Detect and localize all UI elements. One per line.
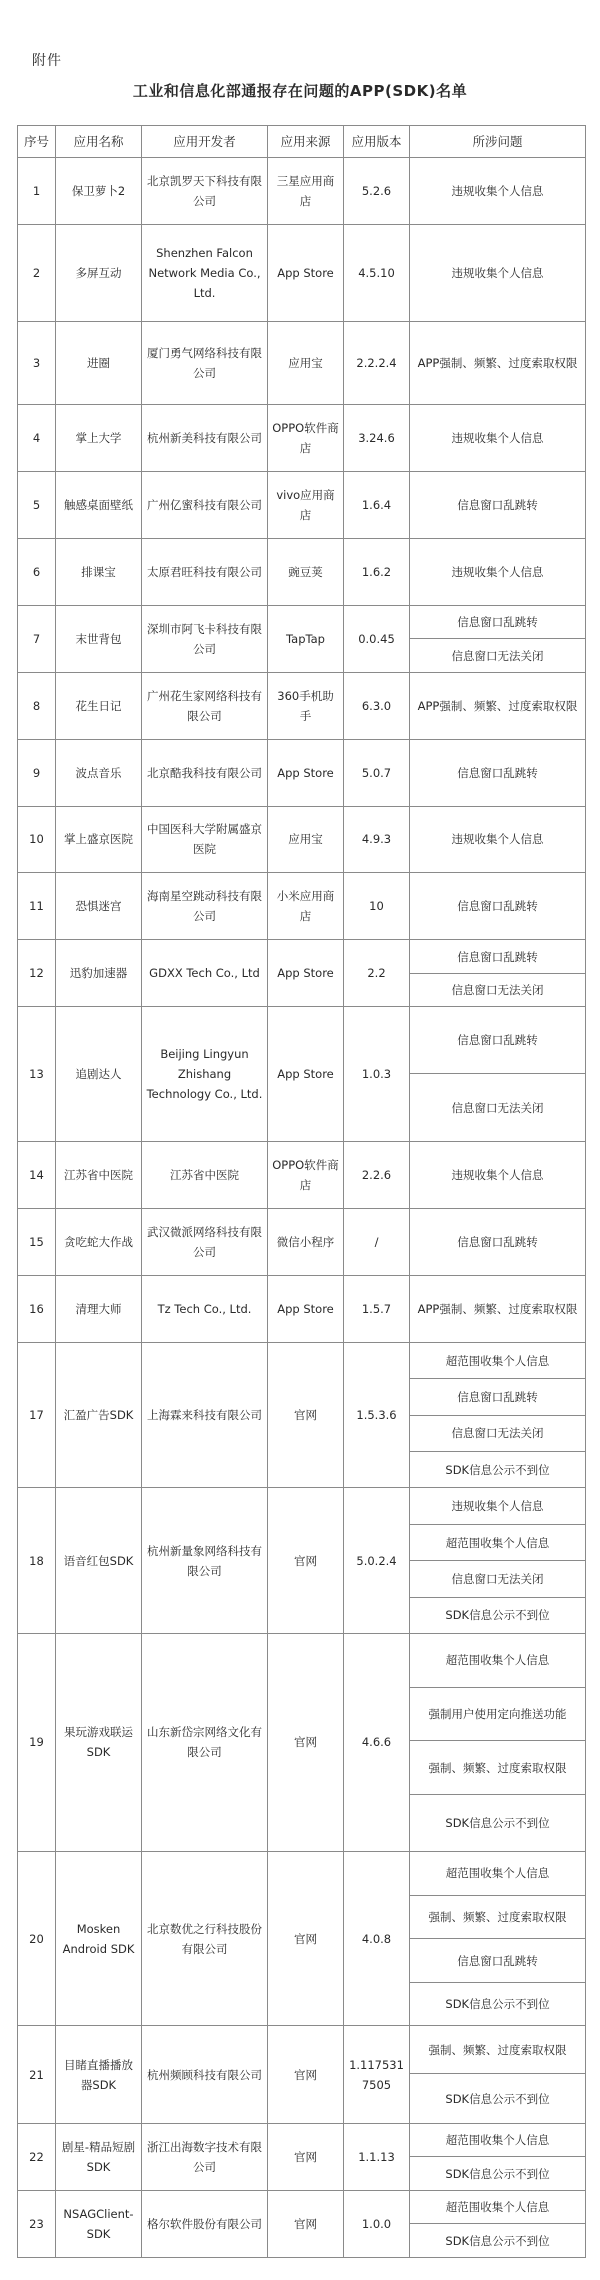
cell-source: 官网	[268, 2190, 344, 2257]
cell-source: 三星应用商店	[268, 158, 344, 225]
cell-issue: 信息窗口无法关闭	[410, 1415, 586, 1451]
cell-developer: 中国医科大学附属盛京医院	[142, 806, 268, 873]
cell-issue: 信息窗口无法关闭	[410, 1561, 586, 1597]
cell-version: 2.2.2.4	[344, 322, 410, 405]
cell-issue: SDK信息公示不到位	[410, 1452, 586, 1488]
table-row	[18, 1343, 586, 1379]
cell-source: 官网	[268, 1851, 344, 2026]
cell-issue: 超范围收集个人信息	[410, 2123, 586, 2156]
cell-source: vivo应用商店	[268, 472, 344, 539]
cell-developer: 太原君旺科技有限公司	[142, 539, 268, 606]
cell-developer: 杭州新美科技有限公司	[142, 405, 268, 472]
cell-version: 4.0.8	[344, 1851, 410, 2026]
cell-issue: 信息窗口乱跳转	[410, 472, 586, 539]
cell-number: 15	[18, 1209, 56, 1276]
cell-number: 11	[18, 873, 56, 940]
cell-app-name: 贪吃蛇大作战	[56, 1209, 142, 1276]
cell-version: 2.2.6	[344, 1142, 410, 1209]
cell-app-name: 掌上大学	[56, 405, 142, 472]
table-body	[18, 158, 586, 2258]
cell-issue: 超范围收集个人信息	[410, 1343, 586, 1379]
cell-issue: APP强制、频繁、过度索取权限	[410, 322, 586, 405]
cell-version: 10	[344, 873, 410, 940]
cell-source: 官网	[268, 2123, 344, 2190]
cell-developer: 北京酷我科技有限公司	[142, 739, 268, 806]
cell-issue: 信息窗口乱跳转	[410, 873, 586, 940]
cell-number: 7	[18, 605, 56, 672]
cell-number: 13	[18, 1007, 56, 1142]
cell-version: 1.5.7	[344, 1276, 410, 1343]
cell-version: 1.0.3	[344, 1007, 410, 1142]
table-row	[18, 472, 586, 539]
cell-issue: SDK信息公示不到位	[410, 2074, 586, 2123]
cell-version: 4.9.3	[344, 806, 410, 873]
cell-issue: 信息窗口无法关闭	[410, 639, 586, 672]
cell-number: 16	[18, 1276, 56, 1343]
cell-developer: GDXX Tech Co., Ltd	[142, 940, 268, 1007]
cell-app-name: 花生日记	[56, 672, 142, 739]
cell-developer: 深圳市阿飞卡科技有限公司	[142, 605, 268, 672]
cell-issue: 违规收集个人信息	[410, 224, 586, 321]
cell-developer: Shenzhen Falcon Network Media Co., Ltd.	[142, 224, 268, 321]
cell-issue: 违规收集个人信息	[410, 806, 586, 873]
cell-developer: 格尔软件股份有限公司	[142, 2190, 268, 2257]
cell-version: 1.0.0	[344, 2190, 410, 2257]
table-row	[18, 224, 586, 321]
cell-app-name: 汇盈广告SDK	[56, 1343, 142, 1488]
cell-source: 豌豆荚	[268, 539, 344, 606]
cell-number: 17	[18, 1343, 56, 1488]
header-number: 序号	[18, 126, 56, 158]
cell-developer: 北京数优之行科技股份有限公司	[142, 1851, 268, 2026]
cell-issue: 信息窗口无法关闭	[410, 973, 586, 1006]
cell-source: TapTap	[268, 605, 344, 672]
cell-number: 10	[18, 806, 56, 873]
cell-developer: 浙江出海数字技术有限公司	[142, 2123, 268, 2190]
cell-source: App Store	[268, 224, 344, 321]
cell-source: 微信小程序	[268, 1209, 344, 1276]
cell-number: 18	[18, 1488, 56, 1633]
cell-number: 3	[18, 322, 56, 405]
table-row	[18, 806, 586, 873]
cell-app-name: 江苏省中医院	[56, 1142, 142, 1209]
cell-developer: 上海霖来科技有限公司	[142, 1343, 268, 1488]
cell-app-name: 掌上盛京医院	[56, 806, 142, 873]
cell-issue: 强制用户使用定向推送功能	[410, 1687, 586, 1741]
cell-issue: 信息窗口乱跳转	[410, 1939, 586, 1983]
cell-source: App Store	[268, 1007, 344, 1142]
header-issues: 所涉问题	[410, 126, 586, 158]
cell-source: OPPO软件商店	[268, 1142, 344, 1209]
cell-developer: 厦门勇气网络科技有限公司	[142, 322, 268, 405]
cell-issue: 超范围收集个人信息	[410, 1524, 586, 1560]
table-row	[18, 672, 586, 739]
cell-app-name: 果玩游戏联运SDK	[56, 1633, 142, 1851]
cell-source: App Store	[268, 1276, 344, 1343]
cell-developer: 广州亿蜜科技有限公司	[142, 472, 268, 539]
header-source: 应用来源	[268, 126, 344, 158]
cell-version: 5.0.2.4	[344, 1488, 410, 1633]
cell-source: 官网	[268, 2026, 344, 2123]
cell-issue: 违规收集个人信息	[410, 158, 586, 225]
cell-app-name: 保卫萝卜2	[56, 158, 142, 225]
cell-app-name: Mosken Android SDK	[56, 1851, 142, 2026]
cell-issue: SDK信息公示不到位	[410, 1982, 586, 2026]
cell-app-name: 追剧达人	[56, 1007, 142, 1142]
cell-issue: SDK信息公示不到位	[410, 2224, 586, 2258]
cell-source: 小米应用商店	[268, 873, 344, 940]
cell-issue: 信息窗口无法关闭	[410, 1074, 586, 1142]
cell-source: App Store	[268, 739, 344, 806]
cell-issue: APP强制、频繁、过度索取权限	[410, 672, 586, 739]
cell-issue: 强制、频繁、过度索取权限	[410, 1741, 586, 1795]
cell-source: OPPO软件商店	[268, 405, 344, 472]
table-row	[18, 405, 586, 472]
table-row	[18, 1142, 586, 1209]
cell-issue: 违规收集个人信息	[410, 1142, 586, 1209]
cell-issue: 信息窗口乱跳转	[410, 940, 586, 973]
cell-number: 14	[18, 1142, 56, 1209]
attachment-label: 附件	[32, 53, 62, 69]
cell-number: 5	[18, 472, 56, 539]
cell-app-name: 多屏互动	[56, 224, 142, 321]
cell-app-name: 排课宝	[56, 539, 142, 606]
cell-version: 1.1.13	[344, 2123, 410, 2190]
cell-issue: 违规收集个人信息	[410, 1488, 586, 1524]
table-row	[18, 940, 586, 973]
cell-issue: 超范围收集个人信息	[410, 1633, 586, 1687]
table-row	[18, 158, 586, 225]
table-row	[18, 1209, 586, 1276]
cell-developer: 山东新岱宗网络文化有限公司	[142, 1633, 268, 1851]
cell-number: 9	[18, 739, 56, 806]
cell-developer: 广州花生家网络科技有限公司	[142, 672, 268, 739]
cell-issue: APP强制、频繁、过度索取权限	[410, 1276, 586, 1343]
table-row	[18, 739, 586, 806]
cell-source: 360手机助手	[268, 672, 344, 739]
cell-issue: SDK信息公示不到位	[410, 2157, 586, 2190]
header-app-name: 应用名称	[56, 126, 142, 158]
table-row	[18, 322, 586, 405]
cell-number: 21	[18, 2026, 56, 2123]
cell-app-name: 目睹直播播放器SDK	[56, 2026, 142, 2123]
cell-app-name: NSAGClient-SDK	[56, 2190, 142, 2257]
cell-issue: 信息窗口乱跳转	[410, 605, 586, 638]
cell-app-name: 进圈	[56, 322, 142, 405]
cell-version: 6.3.0	[344, 672, 410, 739]
cell-version: 1.1175317505	[344, 2026, 410, 2123]
cell-number: 12	[18, 940, 56, 1007]
cell-version: 1.5.3.6	[344, 1343, 410, 1488]
cell-app-name: 剧星-精品短剧SDK	[56, 2123, 142, 2190]
cell-number: 19	[18, 1633, 56, 1851]
cell-version: 2.2	[344, 940, 410, 1007]
table-row	[18, 2190, 586, 2223]
table-row	[18, 1488, 586, 1524]
table-row	[18, 605, 586, 638]
cell-number: 22	[18, 2123, 56, 2190]
table-header-row	[18, 126, 586, 158]
header-version: 应用版本	[344, 126, 410, 158]
table-row	[18, 1633, 586, 1687]
cell-developer: Tz Tech Co., Ltd.	[142, 1276, 268, 1343]
cell-issue: 强制、频繁、过度索取权限	[410, 2026, 586, 2074]
cell-source: 应用宝	[268, 322, 344, 405]
cell-developer: 杭州频顾科技有限公司	[142, 2026, 268, 2123]
cell-developer: Beijing Lingyun Zhishang Technology Co., Ltd.	[142, 1007, 268, 1142]
cell-number: 1	[18, 158, 56, 225]
cell-source: App Store	[268, 940, 344, 1007]
table-row	[18, 2026, 586, 2074]
cell-number: 2	[18, 224, 56, 321]
cell-version: 3.24.6	[344, 405, 410, 472]
cell-developer: 杭州新量象网络科技有限公司	[142, 1488, 268, 1633]
cell-version: 1.6.2	[344, 539, 410, 606]
cell-app-name: 迅豹加速器	[56, 940, 142, 1007]
cell-version: 1.6.4	[344, 472, 410, 539]
cell-issue: 超范围收集个人信息	[410, 2190, 586, 2223]
document-title: 工业和信息化部通报存在问题的APP(SDK)名单	[132, 82, 468, 100]
cell-issue: 信息窗口乱跳转	[410, 1007, 586, 1074]
cell-issue: 超范围收集个人信息	[410, 1851, 586, 1895]
cell-number: 20	[18, 1851, 56, 2026]
cell-source: 官网	[268, 1633, 344, 1851]
cell-app-name: 波点音乐	[56, 739, 142, 806]
cell-developer: 北京凯罗天下科技有限公司	[142, 158, 268, 225]
table-row	[18, 1851, 586, 1895]
table-row	[18, 873, 586, 940]
cell-issue: SDK信息公示不到位	[410, 1795, 586, 1852]
cell-issue: SDK信息公示不到位	[410, 1597, 586, 1633]
cell-issue: 强制、频繁、过度索取权限	[410, 1895, 586, 1939]
cell-developer: 武汉微派网络科技有限公司	[142, 1209, 268, 1276]
cell-developer: 江苏省中医院	[142, 1142, 268, 1209]
header-developer: 应用开发者	[142, 126, 268, 158]
cell-issue: 信息窗口乱跳转	[410, 1379, 586, 1415]
cell-app-name: 末世背包	[56, 605, 142, 672]
cell-version: 4.5.10	[344, 224, 410, 321]
cell-number: 4	[18, 405, 56, 472]
cell-app-name: 恐惧迷宫	[56, 873, 142, 940]
cell-app-name: 清理大师	[56, 1276, 142, 1343]
app-list-table	[17, 125, 586, 2258]
cell-issue: 违规收集个人信息	[410, 539, 586, 606]
cell-number: 6	[18, 539, 56, 606]
table-row	[18, 2123, 586, 2156]
cell-version: /	[344, 1209, 410, 1276]
cell-number: 23	[18, 2190, 56, 2257]
cell-app-name: 语音红包SDK	[56, 1488, 142, 1633]
cell-version: 5.0.7	[344, 739, 410, 806]
cell-app-name: 触感桌面壁纸	[56, 472, 142, 539]
cell-version: 0.0.45	[344, 605, 410, 672]
cell-developer: 海南星空跳动科技有限公司	[142, 873, 268, 940]
table-row	[18, 539, 586, 606]
cell-version: 5.2.6	[344, 158, 410, 225]
cell-source: 官网	[268, 1488, 344, 1633]
cell-issue: 违规收集个人信息	[410, 405, 586, 472]
cell-issue: 信息窗口乱跳转	[410, 1209, 586, 1276]
cell-version: 4.6.6	[344, 1633, 410, 1851]
cell-number: 8	[18, 672, 56, 739]
cell-issue: 信息窗口乱跳转	[410, 739, 586, 806]
table-row	[18, 1007, 586, 1074]
table-row	[18, 1276, 586, 1343]
cell-source: 官网	[268, 1343, 344, 1488]
cell-source: 应用宝	[268, 806, 344, 873]
